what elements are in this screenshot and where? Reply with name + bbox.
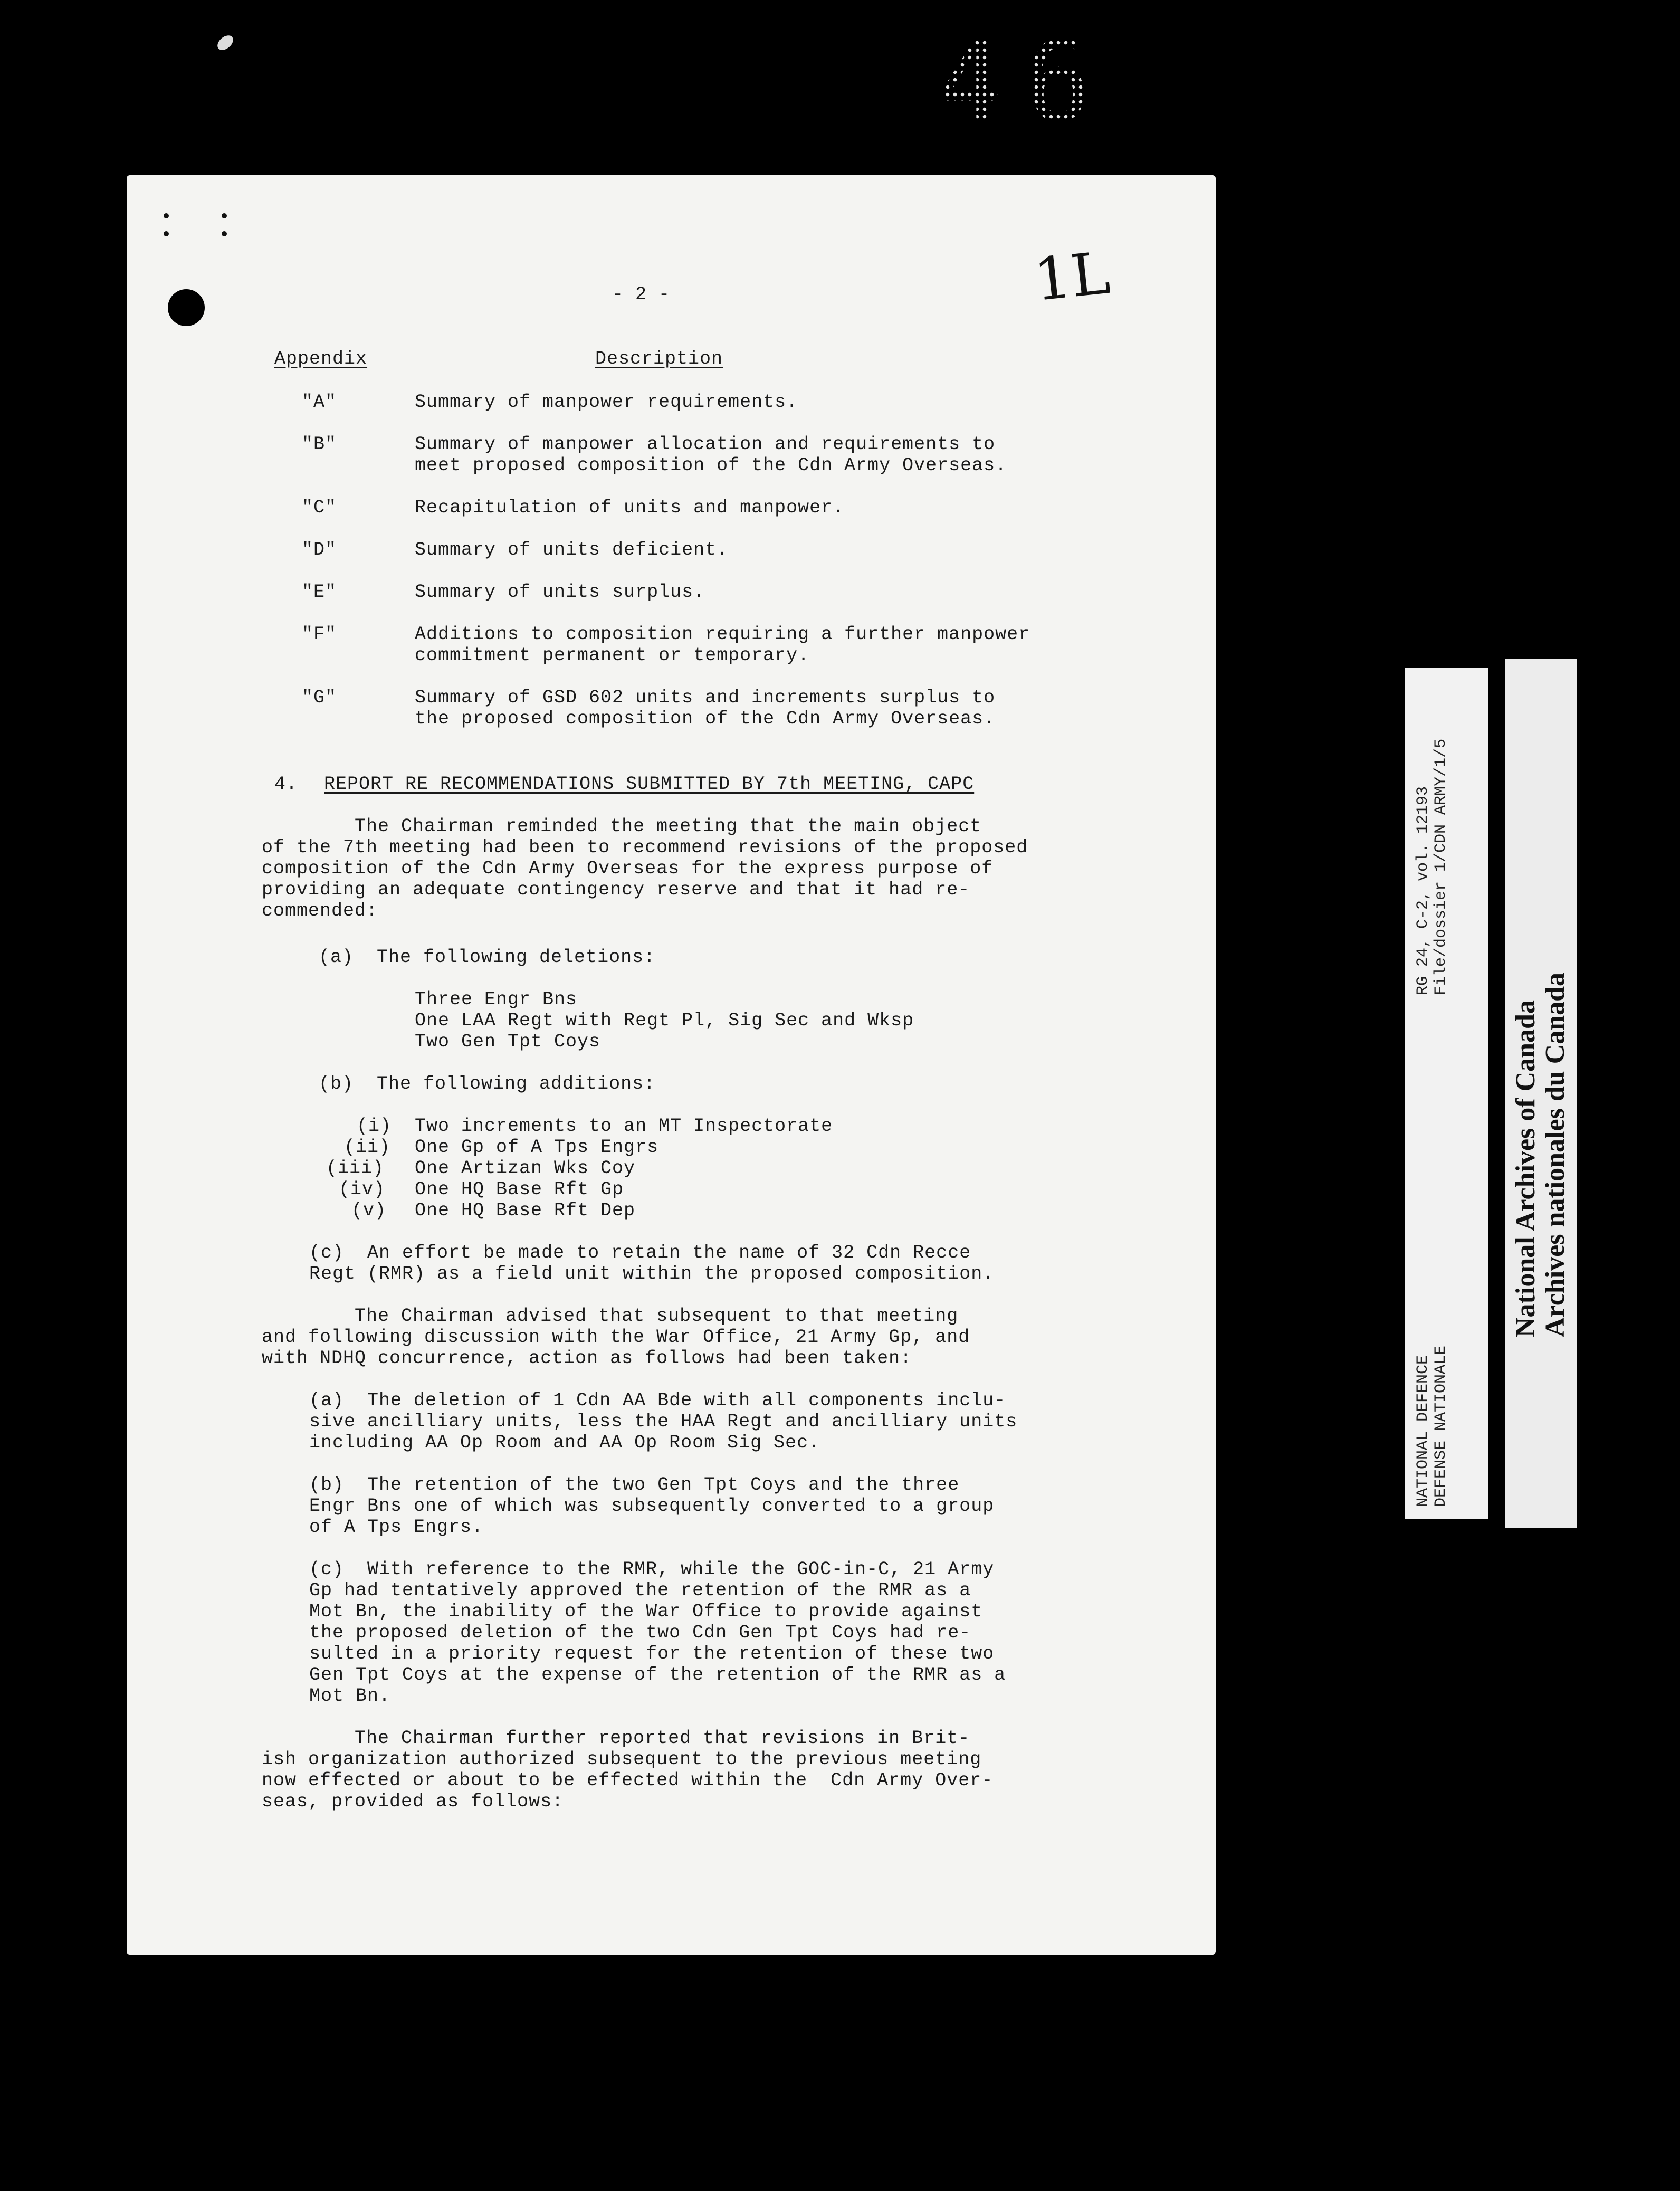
appendix-description: Recapitulation of units and manpower.	[415, 497, 845, 518]
addition-number: (iii)	[326, 1158, 385, 1179]
addition-number: (iv)	[339, 1179, 386, 1200]
appendix-code: "B"	[302, 434, 337, 455]
addition-text: Two increments to an MT Inspectorate	[415, 1116, 833, 1137]
action-b-paragraph: (b) The retention of the two Gen Tpt Coys and the three Engr Bns one of which was subsequently converted to a group of A Tps Engrs.	[309, 1474, 995, 1538]
appendix-description: Summary of manpower allocation and requirements to meet proposed composition of the Cdn Army Overseas.	[415, 434, 1007, 476]
addition-number: (ii)	[344, 1137, 391, 1158]
margin-dot	[164, 213, 169, 218]
item-a-label: (a)	[319, 947, 354, 968]
appendix-code: "E"	[302, 582, 337, 603]
punch-hole	[168, 289, 205, 326]
page-number: - 2 -	[612, 284, 671, 305]
handwritten-mark: 1L	[1030, 239, 1113, 315]
addition-text: One Artizan Wks Coy	[415, 1158, 636, 1179]
archive-dept-fr: DEFENSE NATIONALE	[1432, 1345, 1450, 1507]
intro-paragraph: The Chairman reminded the meeting that the main object of the 7th meeting had been to recommend revisions of the proposed composition of the Cdn Army Overseas for the express purpose of providing an adequate contingency reserve and that it had re- commended:	[262, 816, 1028, 921]
appendix-header: Appendix	[274, 348, 368, 369]
archive-stamp	[1505, 659, 1577, 1528]
appendix-code: "D"	[302, 539, 337, 560]
margin-dot	[164, 231, 169, 236]
addition-text: One HQ Base Rft Gp	[415, 1179, 624, 1200]
section-number: 4.	[274, 774, 298, 795]
appendix-code: "F"	[302, 624, 337, 645]
appendix-code: "C"	[302, 497, 337, 518]
addition-text: One Gp of A Tps Engrs	[415, 1137, 659, 1158]
item-c-paragraph: (c) An effort be made to retain the name of 32 Cdn Recce Regt (RMR) as a field unit within the proposed composition.	[309, 1242, 995, 1284]
archive-file: File/dossier 1/CDN ARMY/1/5	[1432, 738, 1450, 995]
stamp-english: National Archives of Canada	[1511, 1000, 1541, 1337]
addition-number: (i)	[357, 1116, 392, 1137]
margin-dot	[222, 231, 227, 236]
stamp-french: Archives nationales du Canada	[1540, 972, 1570, 1337]
deletions-list: Three Engr Bns One LAA Regt with Regt Pl, Sig Sec and Wksp Two Gen Tpt Coys	[415, 989, 914, 1052]
margin-dot	[222, 213, 227, 218]
archive-reference: RG 24, C-2, vol. 12193	[1414, 786, 1432, 995]
action-c-paragraph: (c) With reference to the RMR, while the GOC-in-C, 21 Army Gp had tentatively approved the retention of the RMR as a Mot Bn, the inability of the War Office to provide against the proposed deletion of the two Cdn Gen Tpt Coys had re- sulted in a priority request for the retention of these two Gen Tpt Coys at the expense of the retention of the RMR as a Mot Bn.	[309, 1559, 1006, 1707]
description-header: Description	[595, 348, 723, 369]
section-heading: REPORT RE RECOMMENDATIONS SUBMITTED BY 7th MEETING, CAPC	[324, 774, 975, 795]
addition-text: One HQ Base Rft Dep	[415, 1200, 636, 1221]
film-speck	[215, 33, 236, 53]
advised-paragraph: The Chairman advised that subsequent to that meeting and following discussion with the War Office, 21 Army Gp, and with NDHQ concurrence, action as follows had been taken:	[262, 1306, 970, 1369]
appendix-description: Summary of units surplus.	[415, 582, 705, 603]
appendix-description: Summary of manpower requirements.	[415, 392, 798, 413]
action-a-paragraph: (a) The deletion of 1 Cdn AA Bde with all components inclu- sive ancilliary units, less the HAA Regt and ancilliary units including AA Op Room and AA Op Room Sig Sec.	[309, 1390, 1018, 1453]
appendix-description: Summary of units deficient.	[415, 539, 729, 560]
further-paragraph: The Chairman further reported that revisions in Brit- ish organization authorized subsequent to the previous meeting now effected or about to be effected within the Cdn Army Over- seas, provided as follows:	[262, 1728, 994, 1812]
appendix-description: Summary of GSD 602 units and increments surplus to the proposed composition of the Cdn Army Overseas.	[415, 687, 996, 729]
archive-label	[1405, 668, 1488, 1519]
item-b-label: (b)	[319, 1073, 354, 1094]
appendix-code: "G"	[302, 687, 337, 708]
addition-number: (v)	[351, 1200, 387, 1221]
frame-number: 46	[937, 17, 1112, 146]
appendix-description: Additions to composition requiring a further manpower commitment permanent or temporary.	[415, 624, 1030, 666]
appendix-code: "A"	[302, 392, 337, 413]
item-a-text: The following deletions:	[377, 947, 656, 968]
archive-dept-en: NATIONAL DEFENCE	[1414, 1355, 1432, 1507]
item-b-text: The following additions:	[377, 1073, 656, 1094]
